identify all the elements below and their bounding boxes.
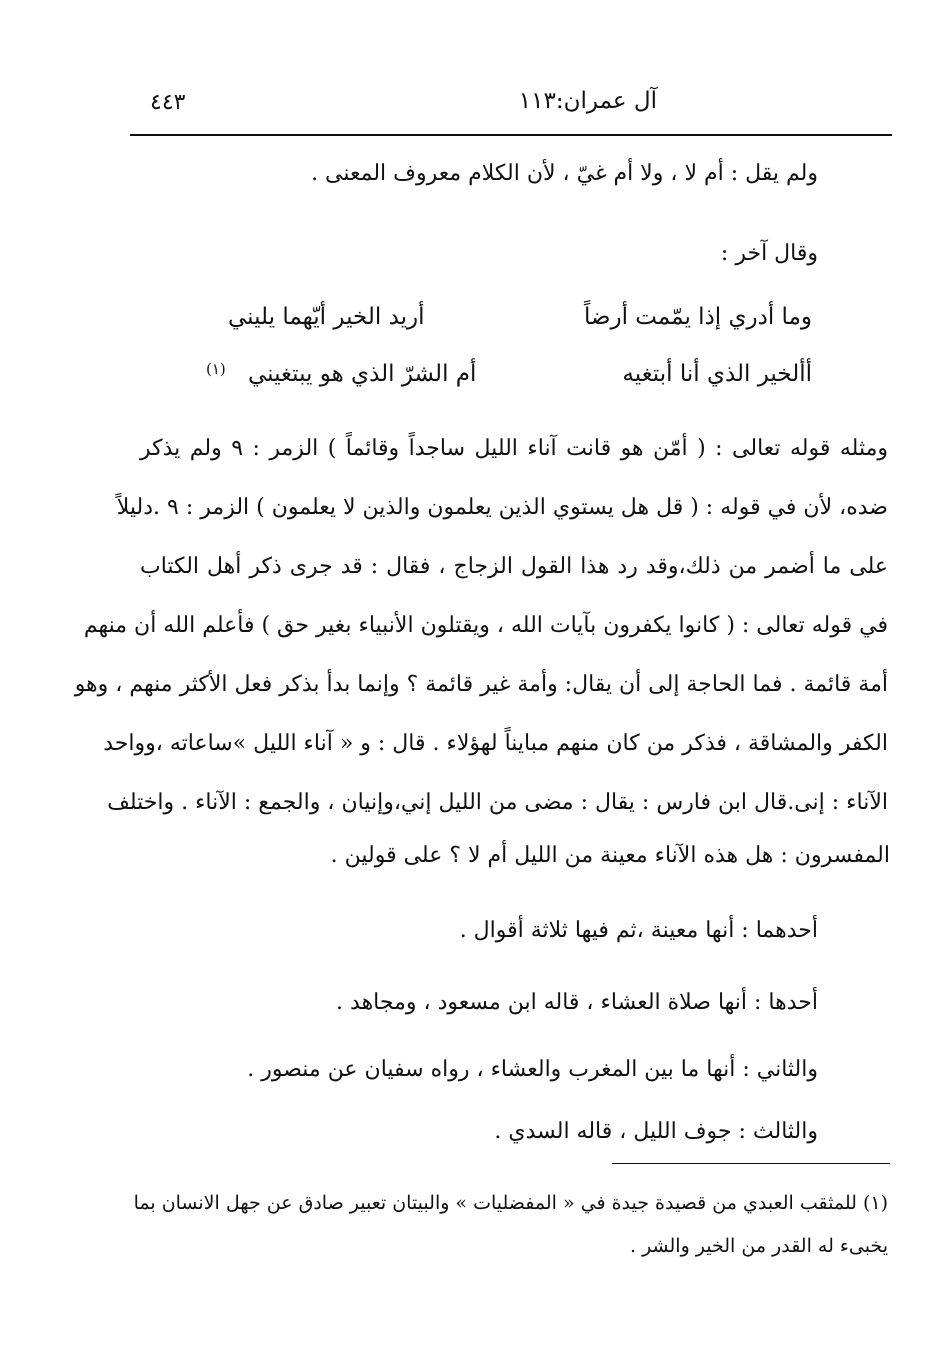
body-line: في قوله تعالى : ( كانوا يكفرون بآيات الله ، ويقتلون الأنبياء بغير حق ) فأعلم الله أن منهم — [83, 613, 888, 638]
header-rule — [130, 134, 892, 136]
verse-hemistich: أم الشرّ الذي هو يبتغيني — [248, 361, 477, 387]
body-line: على ما أضمر من ذلك،وقد رد هذا القول الزجاج ، فقال : قد جرى ذكر أهل الكتاب — [140, 554, 888, 579]
list-item: والثالث : جوف الليل ، قاله السدي . — [494, 1119, 818, 1144]
list-item: أحدهما : أنها معينة ،ثم فيها ثلاثة أقوال . — [459, 918, 818, 943]
verse-hemistich: وما أدري إذا يمّمت أرضاً — [583, 304, 812, 330]
body-line: المفسرون : هل هذه الآناء معينة من الليل أم لا ؟ على قولين . — [330, 843, 890, 868]
footnote-line: (١) للمثقب العبدي من قصيدة جيدة في « المفضليات » والبيتان تعبير صادق عن جهل الانسان بما — [133, 1192, 888, 1214]
paragraph-line: وقال آخر : — [720, 241, 818, 266]
body-line: أمة قائمة . فما الحاجة إلى أن يقال: وأمة غير قائمة ؟ وإنما بدأ بذكر فعل الأكثر منهم ، وهو — [74, 672, 888, 697]
list-item: والثاني : أنها ما بين المغرب والعشاء ، رواه سفيان عن منصور . — [247, 1057, 818, 1082]
verse-hemistich: أألخير الذي أنا أبتغيه — [622, 361, 812, 387]
footnote-rule — [612, 1163, 890, 1164]
page-number: ٤٤٣ — [150, 90, 186, 115]
body-line: ضده، لأن في قوله : ( قل هل يستوي الذين يعلمون والذين لا يعلمون ) الزمر : ٩ .دليلاً — [116, 495, 888, 520]
body-line: الآناء : إنى.قال ابن فارس : يقال : مضى من الليل إني،وإنيان ، والجمع : الآناء . واختلف — [107, 790, 888, 815]
body-line: ومثله قوله تعالى : ( أمّن هو قانت آناء الليل ساجداً وقائماً ) الزمر : ٩ ولم يذكر — [140, 436, 888, 461]
footnote-line: يخبىء له القدر من الخير والشر . — [629, 1235, 888, 1257]
list-item: أحدها : أنها صلاة العشاء ، قاله ابن مسعود ، ومجاهد . — [336, 990, 818, 1015]
paragraph-line: ولم يقل : أم لا ، ولا أم غيّ ، لأن الكلام معروف المعنى . — [311, 161, 818, 186]
verse-hemistich: أريد الخير أيّهما يليني — [228, 304, 425, 330]
body-line: الكفر والمشاقة ، فذكر من كان منهم مبايناً لهؤلاء . قال : و « آناء الليل »ساعاته ،وواحد — [103, 731, 888, 756]
page-header — [130, 86, 892, 126]
running-title: آل عمران:١١٣ — [518, 88, 657, 114]
footnote-marker: (١) — [206, 360, 226, 378]
